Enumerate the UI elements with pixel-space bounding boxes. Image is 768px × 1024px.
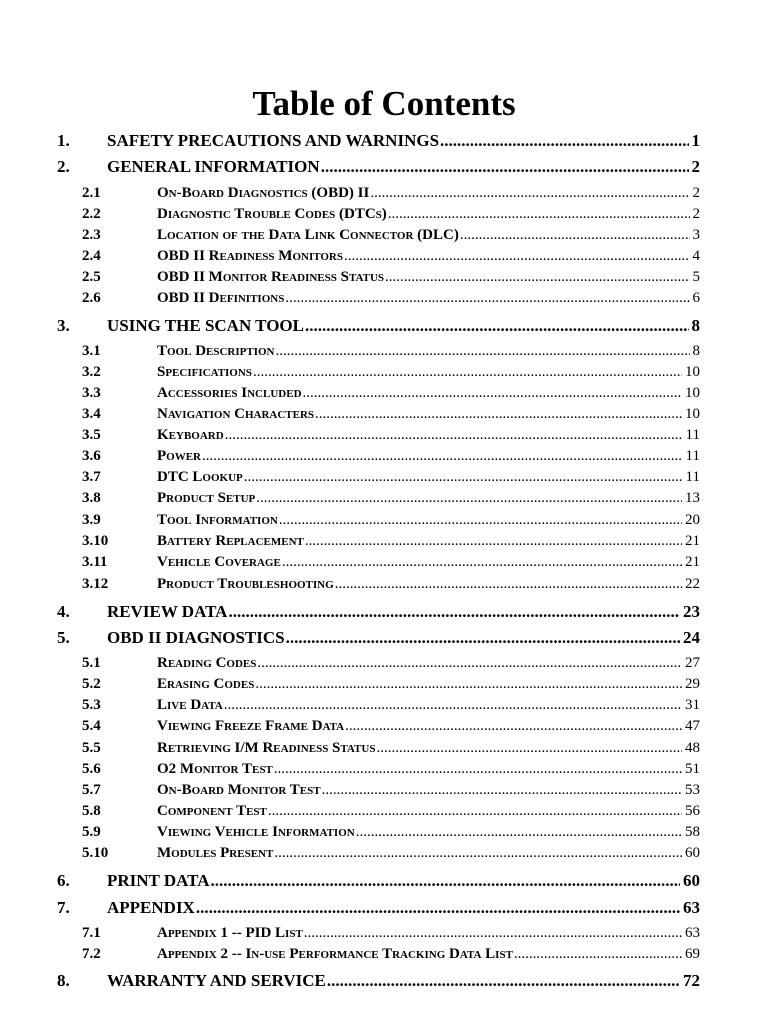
toc-entry-page: 48 bbox=[685, 740, 700, 756]
toc-entry-number: 3.2 bbox=[82, 364, 101, 380]
toc-dot-leader bbox=[228, 601, 680, 623]
toc-entry bbox=[82, 267, 700, 287]
toc-dot-leader bbox=[210, 870, 680, 892]
toc-dot-leader bbox=[255, 674, 682, 694]
toc-entry-title: Viewing Vehicle Information bbox=[157, 824, 355, 840]
toc-dot-leader bbox=[225, 425, 683, 445]
toc-dot-leader bbox=[376, 738, 682, 758]
toc-entry bbox=[82, 383, 700, 403]
toc-entry bbox=[82, 446, 700, 466]
toc-entry-title: WARRANTY AND SERVICE bbox=[107, 971, 326, 990]
toc-entry-title: Specifications bbox=[157, 364, 252, 380]
toc-entry-title: OBD II Monitor Readiness Status bbox=[157, 269, 384, 285]
toc-entry-page: 63 bbox=[685, 925, 700, 941]
toc-entry bbox=[82, 944, 700, 964]
toc-entry-number: 5.5 bbox=[82, 740, 101, 756]
toc-entry-number: 2. bbox=[57, 157, 70, 176]
toc-entry bbox=[82, 467, 700, 487]
toc-entry-title: SAFETY PRECAUTIONS AND WARNINGS bbox=[107, 131, 440, 150]
toc-entry-title: Product Setup bbox=[157, 490, 256, 506]
toc-dot-leader bbox=[514, 944, 682, 964]
toc-entry bbox=[82, 653, 700, 673]
toc-entry-title: REVIEW DATA bbox=[107, 602, 228, 621]
toc-dot-leader bbox=[440, 130, 688, 152]
toc-entry bbox=[82, 488, 700, 508]
toc-dot-leader bbox=[253, 362, 682, 382]
toc-entry bbox=[82, 288, 700, 308]
toc-entry-page: 10 bbox=[685, 406, 700, 422]
toc-entry-page: 20 bbox=[685, 512, 700, 528]
toc-dot-leader bbox=[285, 288, 689, 308]
toc-entry-page: 5 bbox=[692, 269, 700, 285]
toc-entry-number: 2.3 bbox=[82, 227, 101, 243]
toc-entry-title: Appendix 2 -- In-use Performance Tracking Data List bbox=[157, 946, 513, 962]
toc-entry-page: 29 bbox=[685, 676, 700, 692]
toc-entry-number: 5.1 bbox=[82, 655, 101, 671]
toc-entry-number: 3.6 bbox=[82, 448, 101, 464]
page-title: Table of Contents bbox=[252, 84, 516, 123]
toc-entry-page: 56 bbox=[685, 803, 700, 819]
toc-entry-page: 10 bbox=[685, 364, 700, 380]
toc-entry-number: 3. bbox=[57, 316, 70, 335]
toc-entry-page: 2 bbox=[692, 185, 700, 201]
toc-entry-page: 22 bbox=[685, 576, 700, 592]
toc-dot-leader bbox=[304, 923, 682, 943]
toc-entry-title: APPENDIX bbox=[107, 898, 195, 917]
toc-entry-number: 5.8 bbox=[82, 803, 101, 819]
toc-dot-leader bbox=[274, 759, 682, 779]
toc-entry bbox=[82, 246, 700, 266]
toc-dot-leader bbox=[286, 627, 680, 649]
toc-entry-title: Erasing Codes bbox=[157, 676, 255, 692]
toc-entry-page: 47 bbox=[685, 718, 700, 734]
toc-dot-leader bbox=[305, 531, 682, 551]
toc-entry-title: Vehicle Coverage bbox=[157, 554, 281, 570]
toc-entry-page: 69 bbox=[685, 946, 700, 962]
toc-entry-page: 58 bbox=[685, 824, 700, 840]
toc-entry-page: 60 bbox=[685, 845, 700, 861]
toc-dot-leader bbox=[321, 156, 689, 178]
toc-entry bbox=[82, 574, 700, 594]
toc-dot-leader bbox=[345, 716, 682, 736]
toc-entry-number: 6. bbox=[57, 871, 70, 890]
toc-entry bbox=[82, 738, 700, 758]
toc-dot-leader bbox=[276, 341, 690, 361]
toc-dot-leader bbox=[244, 467, 683, 487]
toc-dot-leader bbox=[256, 488, 682, 508]
toc-entry-number: 3.10 bbox=[82, 533, 109, 549]
toc-entry-number: 7.1 bbox=[82, 925, 101, 941]
toc-entry-title: Tool Information bbox=[157, 512, 278, 528]
toc-entry bbox=[82, 801, 700, 821]
toc-entry-number: 8. bbox=[57, 971, 70, 990]
toc-entry-title: PRINT DATA bbox=[107, 871, 210, 890]
toc-entry-title: Viewing Freeze Frame Data bbox=[157, 718, 345, 734]
toc-entry-page: 2 bbox=[691, 157, 700, 176]
toc-entry bbox=[57, 601, 700, 623]
toc-entry-title: Reading Codes bbox=[157, 655, 257, 671]
toc-entry-number: 2.4 bbox=[82, 248, 101, 264]
toc-entry bbox=[82, 341, 700, 361]
toc-entry-title: Accessories Included bbox=[157, 385, 302, 401]
toc-entry-title: Retrieving I/M Readiness Status bbox=[157, 740, 376, 756]
toc-entry-number: 3.7 bbox=[82, 469, 101, 485]
toc-entry-title: Live Data bbox=[157, 697, 223, 713]
toc-dot-leader bbox=[282, 552, 682, 572]
toc-dot-leader bbox=[303, 383, 682, 403]
toc-entry-page: 8 bbox=[692, 343, 700, 359]
toc-entry-page: 53 bbox=[685, 782, 700, 798]
toc-entry-title: Keyboard bbox=[157, 427, 224, 443]
toc-entry-title: GENERAL INFORMATION bbox=[107, 157, 320, 176]
toc-dot-leader bbox=[315, 404, 682, 424]
toc-entry-page: 10 bbox=[685, 385, 700, 401]
toc-dot-leader bbox=[279, 510, 682, 530]
toc-entry-number: 5.3 bbox=[82, 697, 101, 713]
toc-dot-leader bbox=[196, 897, 680, 919]
toc-entry bbox=[82, 695, 700, 715]
toc-entry-title: OBD II Definitions bbox=[157, 290, 285, 306]
toc-entry-page: 21 bbox=[685, 533, 700, 549]
toc-entry bbox=[82, 552, 700, 572]
toc-entry-title: Modules Present bbox=[157, 845, 274, 861]
toc-entry bbox=[82, 843, 700, 863]
toc-entry-title: Tool Description bbox=[157, 343, 275, 359]
toc-entry-page: 24 bbox=[683, 628, 700, 647]
toc-dot-leader bbox=[257, 653, 682, 673]
toc-entry bbox=[82, 674, 700, 694]
toc-entry-number: 2.6 bbox=[82, 290, 101, 306]
toc-entry-number: 3.12 bbox=[82, 576, 109, 592]
toc-entry bbox=[57, 627, 700, 649]
toc-entry-number: 5.10 bbox=[82, 845, 109, 861]
toc-entry bbox=[57, 870, 700, 892]
toc-entry-number: 5.6 bbox=[82, 761, 101, 777]
toc-entry bbox=[57, 315, 700, 337]
toc-entry-number: 7.2 bbox=[82, 946, 101, 962]
toc-entry-number: 5. bbox=[57, 628, 70, 647]
toc-entry-page: 31 bbox=[685, 697, 700, 713]
toc-entry-page: 1 bbox=[691, 131, 700, 150]
toc-entry-title: DTC Lookup bbox=[157, 469, 243, 485]
toc-entry-number: 5.4 bbox=[82, 718, 101, 734]
toc-entry-page: 72 bbox=[683, 971, 700, 990]
toc-entry-page: 13 bbox=[685, 490, 700, 506]
toc-entry-title: O2 Monitor Test bbox=[157, 761, 273, 777]
toc-entry-title: OBD II DIAGNOSTICS bbox=[107, 628, 285, 647]
toc-entry bbox=[82, 780, 700, 800]
toc-entry-number: 3.4 bbox=[82, 406, 101, 422]
toc-entry bbox=[82, 362, 700, 382]
toc-entry-title: Location of the Data Link Connector (DLC) bbox=[157, 227, 459, 243]
toc-entry-title: Product Troubleshooting bbox=[157, 576, 334, 592]
toc-entry-title: Diagnostic Trouble Codes (DTCs) bbox=[157, 206, 387, 222]
toc-entry-page: 3 bbox=[692, 227, 700, 243]
toc-dot-leader bbox=[388, 204, 690, 224]
toc-dot-leader bbox=[344, 246, 690, 266]
toc-entry-title: Navigation Characters bbox=[157, 406, 315, 422]
toc-entry-title: OBD II Readiness Monitors bbox=[157, 248, 343, 264]
toc-entry-number: 3.8 bbox=[82, 490, 101, 506]
toc-dot-leader bbox=[460, 225, 690, 245]
toc-entry-title: Power bbox=[157, 448, 201, 464]
toc-entry-title: On-Board Diagnostics (OBD) II bbox=[157, 185, 370, 201]
toc-entry-page: 11 bbox=[685, 469, 700, 485]
toc-entry-page: 51 bbox=[685, 761, 700, 777]
toc-dot-leader bbox=[356, 822, 682, 842]
toc-entry bbox=[82, 716, 700, 736]
toc-entry bbox=[82, 822, 700, 842]
toc-dot-leader bbox=[224, 695, 682, 715]
toc-entry-page: 23 bbox=[683, 602, 700, 621]
toc-entry bbox=[82, 204, 700, 224]
toc-entry bbox=[82, 531, 700, 551]
toc-entry-page: 11 bbox=[685, 427, 700, 443]
toc-dot-leader bbox=[268, 801, 682, 821]
toc-entry-number: 1. bbox=[57, 131, 70, 150]
toc-entry bbox=[57, 130, 700, 152]
toc-entry-number: 3.9 bbox=[82, 512, 101, 528]
toc-dot-leader bbox=[274, 843, 682, 863]
toc-entry-number: 3.1 bbox=[82, 343, 101, 359]
toc-entry-number: 5.2 bbox=[82, 676, 101, 692]
toc-entry-page: 6 bbox=[692, 290, 700, 306]
toc-dot-leader bbox=[322, 780, 682, 800]
toc-entry-number: 3.11 bbox=[82, 554, 108, 570]
toc-entry-number: 2.2 bbox=[82, 206, 101, 222]
toc-entry-title: USING THE SCAN TOOL bbox=[107, 316, 304, 335]
toc-entry-number: 5.9 bbox=[82, 824, 101, 840]
toc-entry-number: 2.1 bbox=[82, 185, 101, 201]
toc-entry bbox=[57, 897, 700, 919]
toc-entry-title: Component Test bbox=[157, 803, 267, 819]
toc-entry-number: 3.5 bbox=[82, 427, 101, 443]
toc-entry-title: Battery Replacement bbox=[157, 533, 304, 549]
toc-entry-page: 21 bbox=[685, 554, 700, 570]
toc-entry bbox=[82, 225, 700, 245]
toc-entry-page: 27 bbox=[685, 655, 700, 671]
toc-entry-title: Appendix 1 -- PID List bbox=[157, 925, 303, 941]
toc-entry-number: 3.3 bbox=[82, 385, 101, 401]
toc-dot-leader bbox=[370, 183, 689, 203]
toc-entry-page: 63 bbox=[683, 898, 700, 917]
toc-entry-page: 11 bbox=[685, 448, 700, 464]
toc-entry bbox=[57, 970, 700, 992]
toc-entry bbox=[82, 425, 700, 445]
toc-entry-page: 60 bbox=[683, 871, 700, 890]
toc-dot-leader bbox=[385, 267, 690, 287]
toc-entry-number: 4. bbox=[57, 602, 70, 621]
toc-entry-number: 5.7 bbox=[82, 782, 101, 798]
toc-entry-title: On-Board Monitor Test bbox=[157, 782, 321, 798]
toc-entry bbox=[82, 510, 700, 530]
toc-entry bbox=[82, 759, 700, 779]
toc-entry-page: 4 bbox=[692, 248, 700, 264]
toc-entry-page: 8 bbox=[691, 316, 700, 335]
toc-dot-leader bbox=[305, 315, 689, 337]
toc-dot-leader bbox=[202, 446, 683, 466]
toc-entry bbox=[82, 183, 700, 203]
toc-entry-number: 7. bbox=[57, 898, 70, 917]
toc-entry bbox=[57, 156, 700, 178]
toc-entry-page: 2 bbox=[692, 206, 700, 222]
toc-entry bbox=[82, 923, 700, 943]
toc-dot-leader bbox=[327, 970, 680, 992]
toc-entry-number: 2.5 bbox=[82, 269, 101, 285]
toc-entry bbox=[82, 404, 700, 424]
toc-dot-leader bbox=[335, 574, 682, 594]
